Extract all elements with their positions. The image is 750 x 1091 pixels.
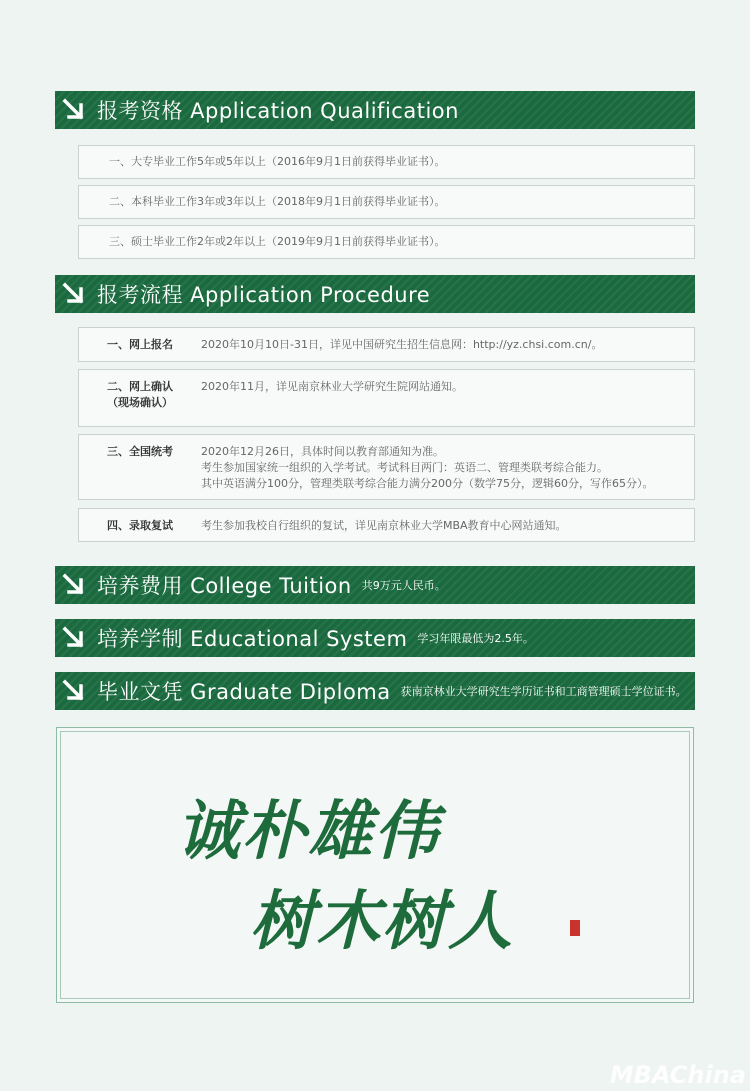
section-title: 报考资格 Application Qualification bbox=[97, 99, 459, 123]
step-text bbox=[201, 444, 688, 492]
arrow-down-right-icon bbox=[57, 91, 91, 129]
tuition-banner bbox=[55, 566, 695, 604]
step-line: 考生参加国家统一组织的入学考试。考试科目两门：英语二、管理类联考综合能力。 bbox=[201, 461, 608, 474]
calligraphy-motto-line2: 树木树人 bbox=[250, 884, 514, 959]
procedure-step bbox=[78, 508, 695, 542]
arrow-down-right-icon bbox=[57, 672, 91, 710]
watermark: MBAChina bbox=[609, 1061, 746, 1089]
step-line: 2020年12月26日，具体时间以教育部通知为准。 bbox=[201, 445, 444, 458]
arrow-down-right-icon bbox=[57, 619, 91, 657]
system-banner bbox=[55, 619, 695, 657]
step-line: 考生参加我校自行组织的复试，详见南京林业大学MBA教育中心网站通知。 bbox=[201, 519, 567, 532]
qualification-item: 一、大专毕业工作5年或5年以上（2016年9月1日前获得毕业证书）。 bbox=[78, 145, 695, 179]
calligraphy-motto-line1: 诚朴雄伟 bbox=[176, 794, 440, 869]
section-note: 学习年限最低为2.5年。 bbox=[417, 632, 534, 645]
red-seal-stamp bbox=[570, 920, 580, 936]
procedure-banner bbox=[55, 275, 695, 313]
procedure-step bbox=[78, 369, 695, 427]
step-text bbox=[201, 379, 688, 395]
step-label-main: 二、网上确认 bbox=[107, 380, 173, 393]
step-label: 一、网上报名 bbox=[107, 338, 173, 351]
step-text bbox=[201, 518, 688, 534]
qualification-item: 二、本科毕业工作3年或3年以上（2018年9月1日前获得毕业证书）。 bbox=[78, 185, 695, 219]
step-line: 2020年10月10日-31日，详见中国研究生招生信息网：http://yz.chsi.com.cn/。 bbox=[201, 338, 603, 351]
qualification-item: 三、硕士毕业工作2年或2年以上（2019年9月1日前获得毕业证书）。 bbox=[78, 225, 695, 259]
diploma-banner bbox=[55, 672, 695, 710]
step-line: 2020年11月，详见南京林业大学研究生院网站通知。 bbox=[201, 380, 463, 393]
section-title: 毕业文凭 Graduate Diploma bbox=[97, 680, 391, 704]
arrow-down-right-icon bbox=[57, 566, 91, 604]
step-label: 三、全国统考 bbox=[107, 445, 173, 458]
section-note: 获南京林业大学研究生学历证书和工商管理硕士学位证书。 bbox=[400, 685, 687, 698]
step-label-sub: （现场确认） bbox=[107, 396, 173, 409]
step-label bbox=[79, 379, 201, 411]
arrow-down-right-icon bbox=[57, 275, 91, 313]
procedure-step bbox=[78, 434, 695, 500]
section-title: 报考流程 Application Procedure bbox=[97, 283, 431, 307]
procedure-step bbox=[78, 327, 695, 362]
section-title: 培养学制 Educational System bbox=[97, 627, 408, 651]
step-text bbox=[201, 337, 688, 353]
section-note: 共9万元人民币。 bbox=[361, 579, 446, 592]
qualification-banner bbox=[55, 91, 695, 129]
section-title: 培养费用 College Tuition bbox=[97, 574, 352, 598]
step-line: 其中英语满分100分，管理类联考综合能力满分200分（数学75分，逻辑60分，写作65分）。 bbox=[201, 477, 654, 490]
step-label: 四、录取复试 bbox=[107, 519, 173, 532]
